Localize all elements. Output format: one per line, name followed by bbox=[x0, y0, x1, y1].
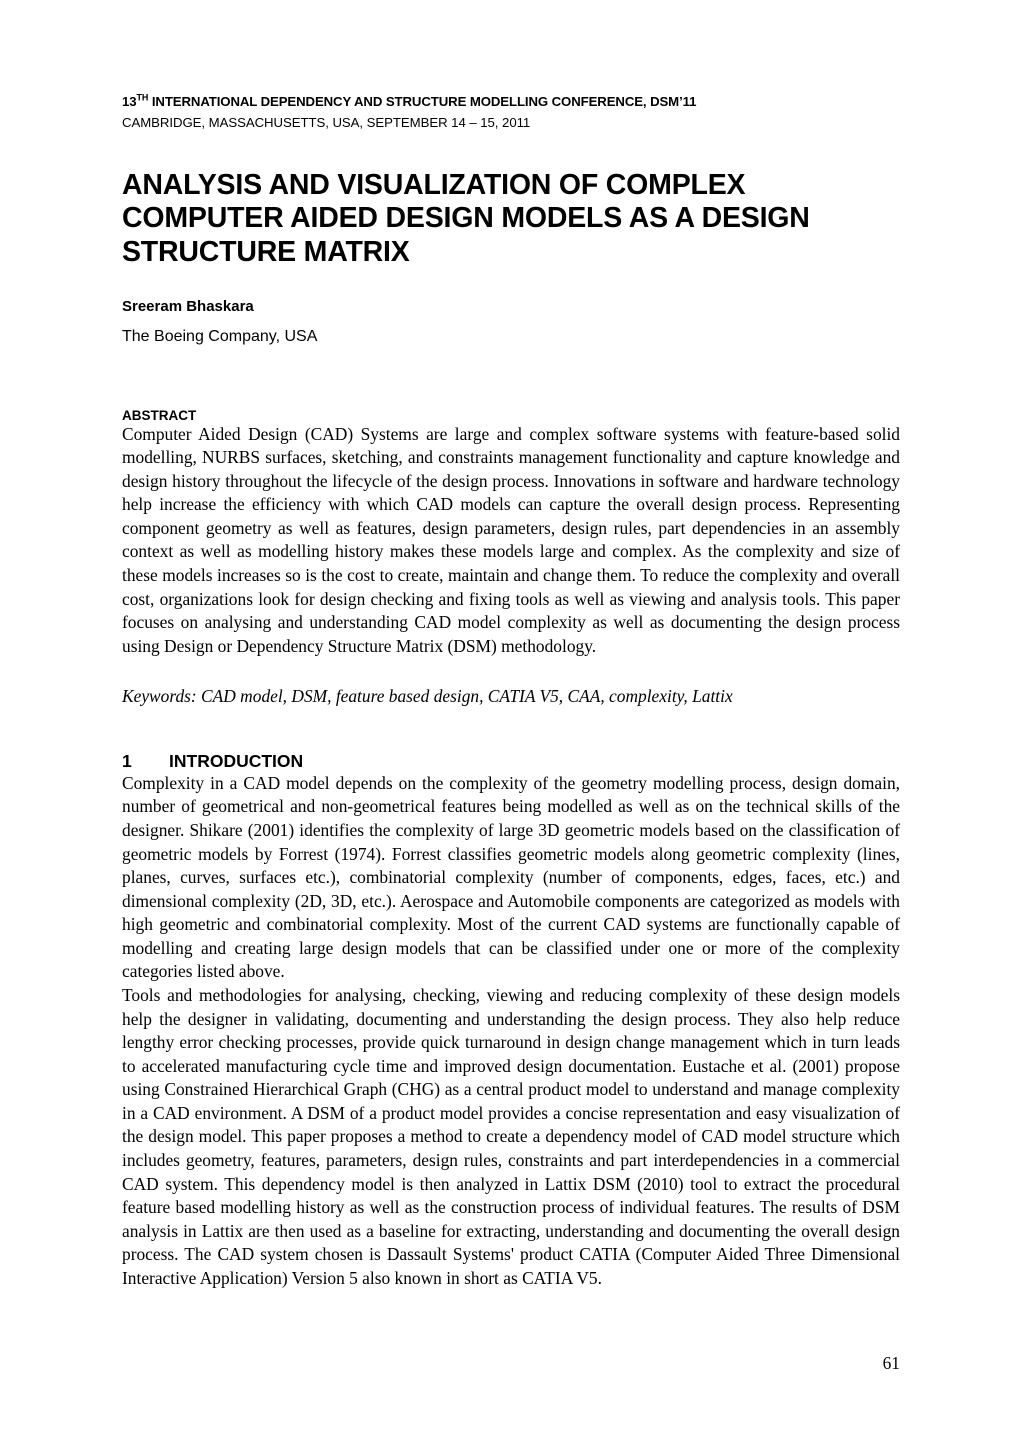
introduction-paragraph-1: Complexity in a CAD model depends on the complexity of the geometry modelling process, design domain, number of geometrical and non-geometrical features being modelled as well as on the technical skills of the designer. Shikare (2001) identifies the complexity of large 3D geometric models based on the classification of geometric models by Forrest (1974). Forrest classifies geometric models along geometric complexity (lines, planes, curves, surfaces etc.), combinatorial complexity (number of components, edges, faces, etc.) and dimensional complexity (2D, 3D, etc.). Aerospace and Automobile components are categorized as models with high geometric and combinatorial complexity. Most of the current CAD systems are functionally capable of modelling and creating large design models that can be classified under one or more of the complexity categories listed above. bbox=[122, 772, 900, 982]
conference-ordinal-suffix: TH bbox=[136, 92, 149, 103]
page-title: ANALYSIS AND VISUALIZATION OF COMPLEX COMPUTER AIDED DESIGN MODELS AS A DESIGN STRUCTURE MATRIX bbox=[122, 168, 810, 268]
author-affiliation: The Boeing Company, USA bbox=[122, 327, 318, 345]
conference-ordinal: 13 bbox=[122, 94, 137, 109]
introduction-paragraph-2: Tools and methodologies for analysing, checking, viewing and reducing complexity of these design models help the designer in validating, documenting and understanding the design process. They also help reduce lengthy error checking processes, provide quick turnaround in design change management which in turn leads to accelerated manufacturing cycle time and improved design documentation. Eustache et al. (2001) propose using Constrained Hierarchical Graph (CHG) as a central product model to understand and manage complexity in a CAD environment. A DSM of a product model provides a concise representation and easy visualization of the design model. This paper proposes a method to create a dependency model of CAD model structure which includes geometry, features, parameters, design rules, constraints and part interdependencies in a commercial CAD system. This dependency model is then analyzed in Lattix DSM (2010) tool to extract the procedural feature based modelling history as well as the construction process of individual features. The results of DSM analysis in Lattix are then used as a baseline for extracting, understanding and documenting the overall design process. The CAD system chosen is Dassault Systems' product CATIA (Computer Aided Three Dimensional Interactive Application) Version 5 also known in short as CATIA V5. bbox=[122, 985, 900, 1288]
running-head-line-1 bbox=[122, 94, 900, 111]
running-head-line-2: CAMBRIDGE, MASSACHUSETTS, USA, SEPTEMBER 14 – 15, 2011 bbox=[122, 114, 531, 130]
section-heading-introduction bbox=[122, 751, 900, 772]
conference-name: INTERNATIONAL DEPENDENCY AND STRUCTURE MODELLING CONFERENCE, DSM’11 bbox=[148, 94, 697, 109]
keywords-line: Keywords: CAD model, DSM, feature based design, CATIA V5, CAA, complexity, Lattix bbox=[122, 686, 733, 707]
section-number: 1 bbox=[122, 750, 132, 771]
page-content bbox=[122, 94, 900, 1291]
abstract-body: Computer Aided Design (CAD) Systems are large and complex software systems with feature-based solid modelling, NURBS surfaces, sketching, and constraints management functionality and capture knowledge and design history throughout the lifecycle of the design process. Innovations in software and hardware technology help increase the efficiency with which CAD models can capture the overall design process. Representing component geometry as well as features, design parameters, design rules, part dependencies in an assembly context as well as modelling history makes these models large and complex. As the complexity and size of these models increases so is the cost to create, maintain and change them. To reduce the complexity and overall cost, organizations look for design checking and fixing tools as well as viewing and analysis tools. This paper focuses on analysing and understanding CAD model complexity as well as documenting the design process using Design or Dependency Structure Matrix (DSM) methodology. bbox=[122, 423, 900, 656]
page-number: 61 bbox=[882, 1353, 900, 1373]
author-name: Sreeram Bhaskara bbox=[122, 297, 254, 315]
abstract-heading: ABSTRACT bbox=[122, 407, 197, 423]
running-head bbox=[122, 94, 900, 131]
section-title: INTRODUCTION bbox=[169, 750, 304, 771]
